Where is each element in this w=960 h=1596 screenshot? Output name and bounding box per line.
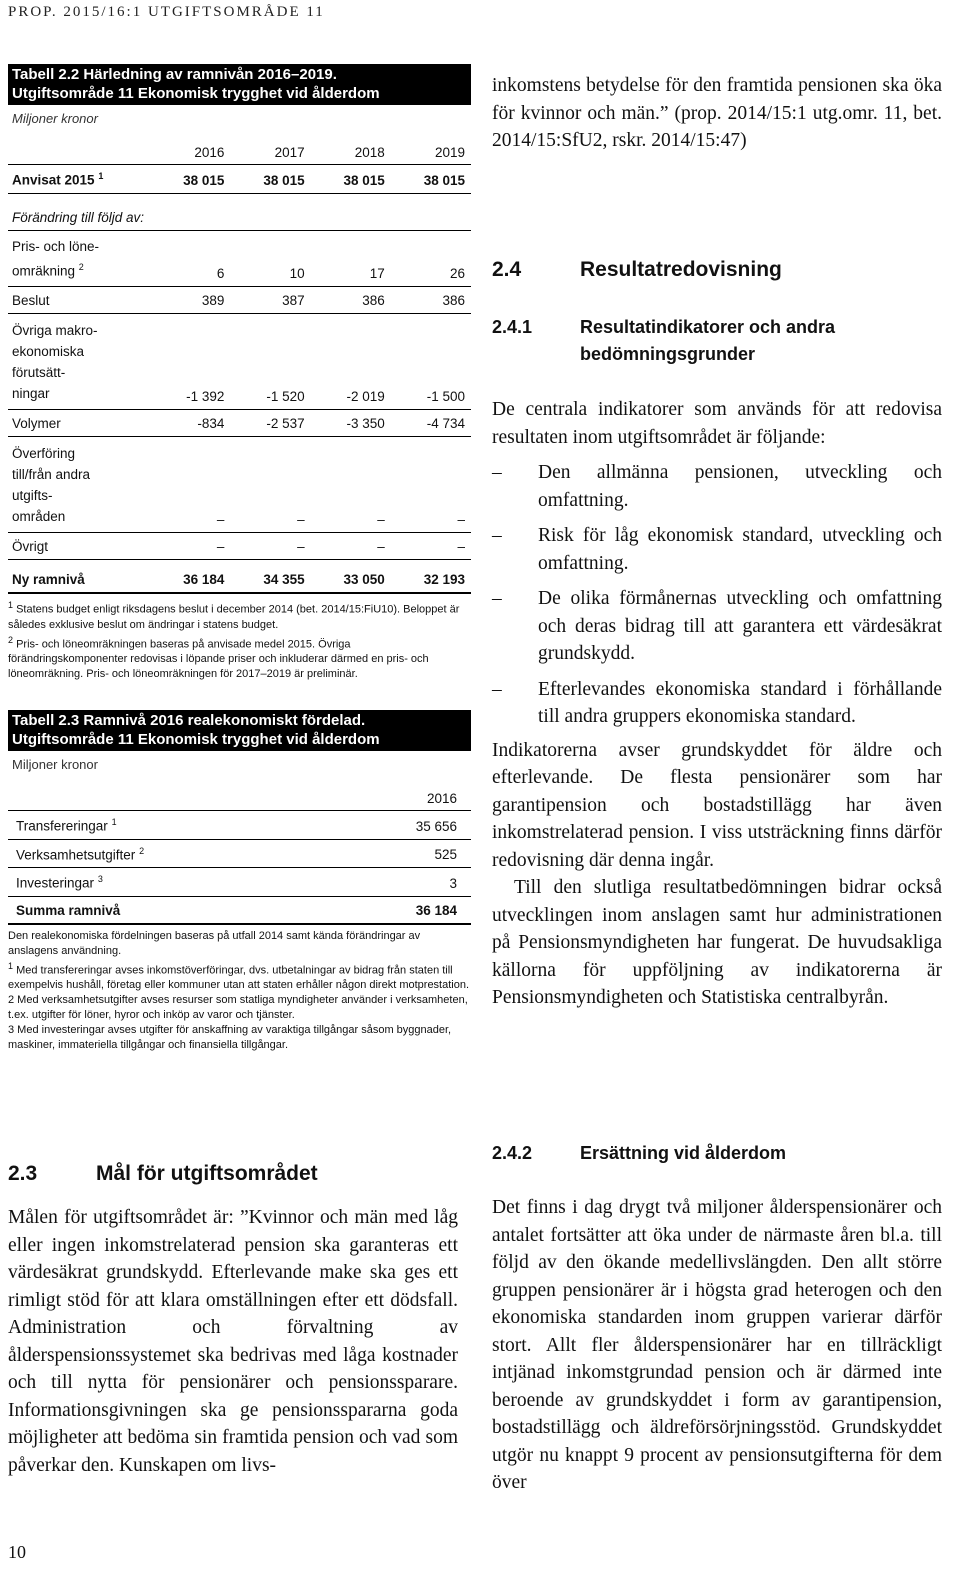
cell: 38 015 bbox=[391, 165, 471, 194]
cell: 3 bbox=[329, 868, 471, 897]
page-number: 10 bbox=[8, 1542, 26, 1562]
cell: -1 520 bbox=[230, 314, 310, 410]
cell: -2 019 bbox=[311, 314, 391, 410]
cell: – bbox=[230, 533, 310, 560]
section-heading-2-4: 2.4 Resultatredovisning bbox=[492, 258, 782, 281]
row-label: Anvisat 2015 $^1$ bbox=[8, 165, 150, 194]
row-label: Förändring till följd av: bbox=[8, 193, 471, 230]
section-2-4-1-body bbox=[492, 396, 942, 1012]
cell: 387 bbox=[230, 287, 310, 314]
cell: 10 bbox=[230, 230, 310, 287]
data-table bbox=[8, 130, 471, 594]
section-body: Målen för utgiftsområdet är: ”Kvinnor och män med låg eller ingen inkomstrelaterad pension ska garanteras ett värdesäkrat grundskydd. Efterlevande make ska ges ett rimligt stöd för att klara omställningen efter ett dödsfall. Administration och förvaltning av ålderspensionssystemet ska bedrivas med låga kostnader och till nytta för pensionärer och pensionssparare. Informationsgivningen ska ge pensionsspararna goda möjligheter att bedöma sin framtida pension och vad som påverkar den. Kunskapen om livs- bbox=[8, 1207, 458, 1476]
cell: 35 656 bbox=[329, 811, 471, 840]
row-label: Beslut bbox=[8, 287, 150, 314]
section-heading-2-4-2: 2.4.2 Ersättning vid ålderdom bbox=[492, 1143, 787, 1163]
cell: 525 bbox=[329, 839, 471, 868]
table-row bbox=[8, 410, 471, 437]
row-label: Pris- och löne- omräkning $^2$ bbox=[8, 230, 150, 287]
table-title bbox=[8, 710, 471, 751]
cell: 386 bbox=[391, 287, 471, 314]
row-label: Transfereringar $^1$ bbox=[8, 811, 329, 840]
paragraph: Indikatorerna avser grundskyddet för äldre och efterlevande. De flesta pensionärer som har garantipension och bostadstillägg har även inkomstrelaterad pension. I viss utsträckning finns därför redovisning där denna ingår. bbox=[492, 739, 942, 871]
cell: – bbox=[150, 437, 230, 533]
cell: -834 bbox=[150, 410, 230, 437]
table-note: 2 Med verksamhetsutgifter avses resurser som statliga myndigheter använder i verksamheten, t.ex. utgifter för löner, hyror och inköp av varor och tjänster. bbox=[8, 994, 468, 1022]
table-row bbox=[8, 287, 471, 314]
cell: 36 184 bbox=[329, 896, 471, 924]
table-title-line2: Utgiftsområde 11 Ekonomisk trygghet vid ålderdom bbox=[12, 85, 380, 102]
section-2-4-2-body: Det finns i dag drygt två miljoner ålderspensionärer och antalet fortsätter att öka under de närmaste åren bl.a. till följd av den ökande medellivslängden. Den allt större gruppen pensionärer är i högsta grad heterogen och den ekonomiska standarden inom gruppen varierar därför stort. Allt fler ålderspensionärer har en tillräckligt intjänad inkomstgrundad pension och är därmed inte beroende av grundskyddet i form av garantipension, bostadstillägg och äldreförsörjningsstöd. Grundskyddet utgör nu knappt 9 procent av pensionsutgifterna för dem över bbox=[492, 1197, 942, 1493]
table-2-3 bbox=[8, 710, 471, 1053]
table-row-total bbox=[8, 560, 471, 594]
table-row bbox=[8, 868, 471, 897]
table-unit: Miljoner kronor bbox=[12, 757, 98, 772]
table-header-row bbox=[8, 130, 471, 165]
table-row bbox=[8, 165, 471, 194]
cell: 38 015 bbox=[311, 165, 391, 194]
cell: – bbox=[311, 533, 391, 560]
table-unit: Miljoner kronor bbox=[12, 111, 98, 126]
cell: 36 184 bbox=[150, 560, 230, 594]
table-note: $^2$ Pris- och löneomräkningen baseras på anvisade medel 2015. Övriga förändringskomponenter redovisas i löpande priser och inkluderar därmed en pris- och löneomräkning. Pris- och löneomräkningen för 2017–2019 är preliminär. bbox=[8, 634, 429, 681]
year-header: 2016 bbox=[150, 130, 230, 165]
cell: – bbox=[391, 437, 471, 533]
cell: – bbox=[391, 533, 471, 560]
table-title-line2: Utgiftsområde 11 Ekonomisk trygghet vid ålderdom bbox=[12, 731, 380, 748]
intro-paragraph: De centrala indikatorer som används för att redovisa resultaten inom utgiftsområdet är följande: bbox=[492, 399, 942, 448]
cell: 386 bbox=[311, 287, 391, 314]
running-header: PROP. 2015/16:1 UTGIFTSOMRÅDE 11 bbox=[8, 4, 325, 20]
row-label: Verksamhetsutgifter $^2$ bbox=[8, 839, 329, 868]
row-label: Ny ramnivå bbox=[8, 560, 150, 594]
table-note: 3 Med investeringar avses utgifter för anskaffning av varaktiga tillgångar såsom byggnader, maskiner, immateriella tillgångar och finansiella tillgångar. bbox=[8, 1024, 452, 1052]
table-row bbox=[8, 314, 471, 410]
cell: 38 015 bbox=[230, 165, 310, 194]
table-row bbox=[8, 533, 471, 560]
continued-paragraph: inkomstens betydelse för den framtida pensionen ska öka för kvinnor och män.” (prop. 2014/15:1 utg.omr. 11, bet. 2014/15:SfU2, rskr. 2014/15:47) bbox=[492, 75, 942, 151]
row-label: Övriga makro- ekonomiska förutsätt- ningar bbox=[8, 314, 150, 410]
cell: 34 355 bbox=[230, 560, 310, 594]
row-label: Summa ramnivå bbox=[8, 896, 329, 924]
section-heading: 2.3 Mål för utgiftsområdet bbox=[8, 1162, 318, 1185]
table-row bbox=[8, 437, 471, 533]
cell: -3 350 bbox=[311, 410, 391, 437]
cell: 389 bbox=[150, 287, 230, 314]
cell: – bbox=[230, 437, 310, 533]
table-row-total bbox=[8, 896, 471, 924]
cell: 26 bbox=[391, 230, 471, 287]
section-heading-2-4-1: 2.4.1 Resultatindikatorer och andra bedömningsgrunder bbox=[492, 317, 836, 364]
paragraph: Till den slutliga resultatbedömningen bidrar också utvecklingen inom anslagen samt hur administrationen på Pensionsmyndigheten har fungerat. De huvudsakliga källorna för uppföljning av indikatorerna är Pensionsmyndigheten och Statistiska centralbyrån. bbox=[492, 877, 942, 1008]
cell: 6 bbox=[150, 230, 230, 287]
table-title-line1: Tabell 2.2 Härledning av ramnivån 2016–2019. bbox=[12, 66, 337, 83]
cell: -2 537 bbox=[230, 410, 310, 437]
table-title-line1: Tabell 2.3 Ramnivå 2016 realekonomiskt fördelad. bbox=[12, 712, 366, 729]
cell: 38 015 bbox=[150, 165, 230, 194]
cell: 17 bbox=[311, 230, 391, 287]
cell: – bbox=[311, 437, 391, 533]
table-2-2 bbox=[8, 64, 471, 682]
table-note: $^1$ Statens budget enligt riksdagens beslut i december 2014 (bet. 2014/15:FiU10). Beloppet är således exklusive beslut om ändringar i statens budget. bbox=[8, 600, 460, 631]
table-row bbox=[8, 839, 471, 868]
cell: 33 050 bbox=[311, 560, 391, 594]
table-note: $^1$ Med transfereringar avses inkomstöverföringar, dvs. utbetalningar av bidrag från staten till exempelvis hushåll, företag eller kommuner utan att staten erhåller någon direkt motprestation. bbox=[8, 960, 470, 992]
row-label: Överföring till/från andra utgifts- områden bbox=[8, 437, 150, 533]
table-row bbox=[8, 811, 471, 840]
cell: -1 392 bbox=[150, 314, 230, 410]
cell: -4 734 bbox=[391, 410, 471, 437]
table-row bbox=[8, 193, 471, 230]
list-item: – Efterlevandes ekonomiska standard i förhållande till andra gruppers ekonomiska standard. bbox=[492, 678, 942, 727]
table-row bbox=[8, 230, 471, 287]
row-label: Övrigt bbox=[8, 533, 150, 560]
list-item: – Den allmänna pensionen, utveckling och omfattning. bbox=[492, 462, 942, 511]
year-header: 2016 bbox=[329, 776, 471, 811]
year-header: 2017 bbox=[230, 130, 310, 165]
table-title bbox=[8, 64, 471, 105]
cell: -1 500 bbox=[391, 314, 471, 410]
table-note: Den realekonomiska fördelningen baseras på utfall 2014 samt kända förändringar av anslagens användning. bbox=[8, 929, 421, 957]
row-label: Volymer bbox=[8, 410, 150, 437]
section-2-3 bbox=[8, 1162, 458, 1479]
data-table bbox=[8, 776, 471, 925]
cell: 32 193 bbox=[391, 560, 471, 594]
table-header-row bbox=[8, 776, 471, 811]
list-item: – Risk för låg ekonomisk standard, utveckling och omfattning. bbox=[492, 525, 942, 574]
cell: – bbox=[150, 533, 230, 560]
row-label: Investeringar $^3$ bbox=[8, 868, 329, 897]
year-header: 2018 bbox=[311, 130, 391, 165]
year-header: 2019 bbox=[391, 130, 471, 165]
list-item: – De olika förmånernas utveckling och omfattning och deras bidrag till att garantera ett värdesäkrat grundskydd. bbox=[492, 588, 942, 664]
